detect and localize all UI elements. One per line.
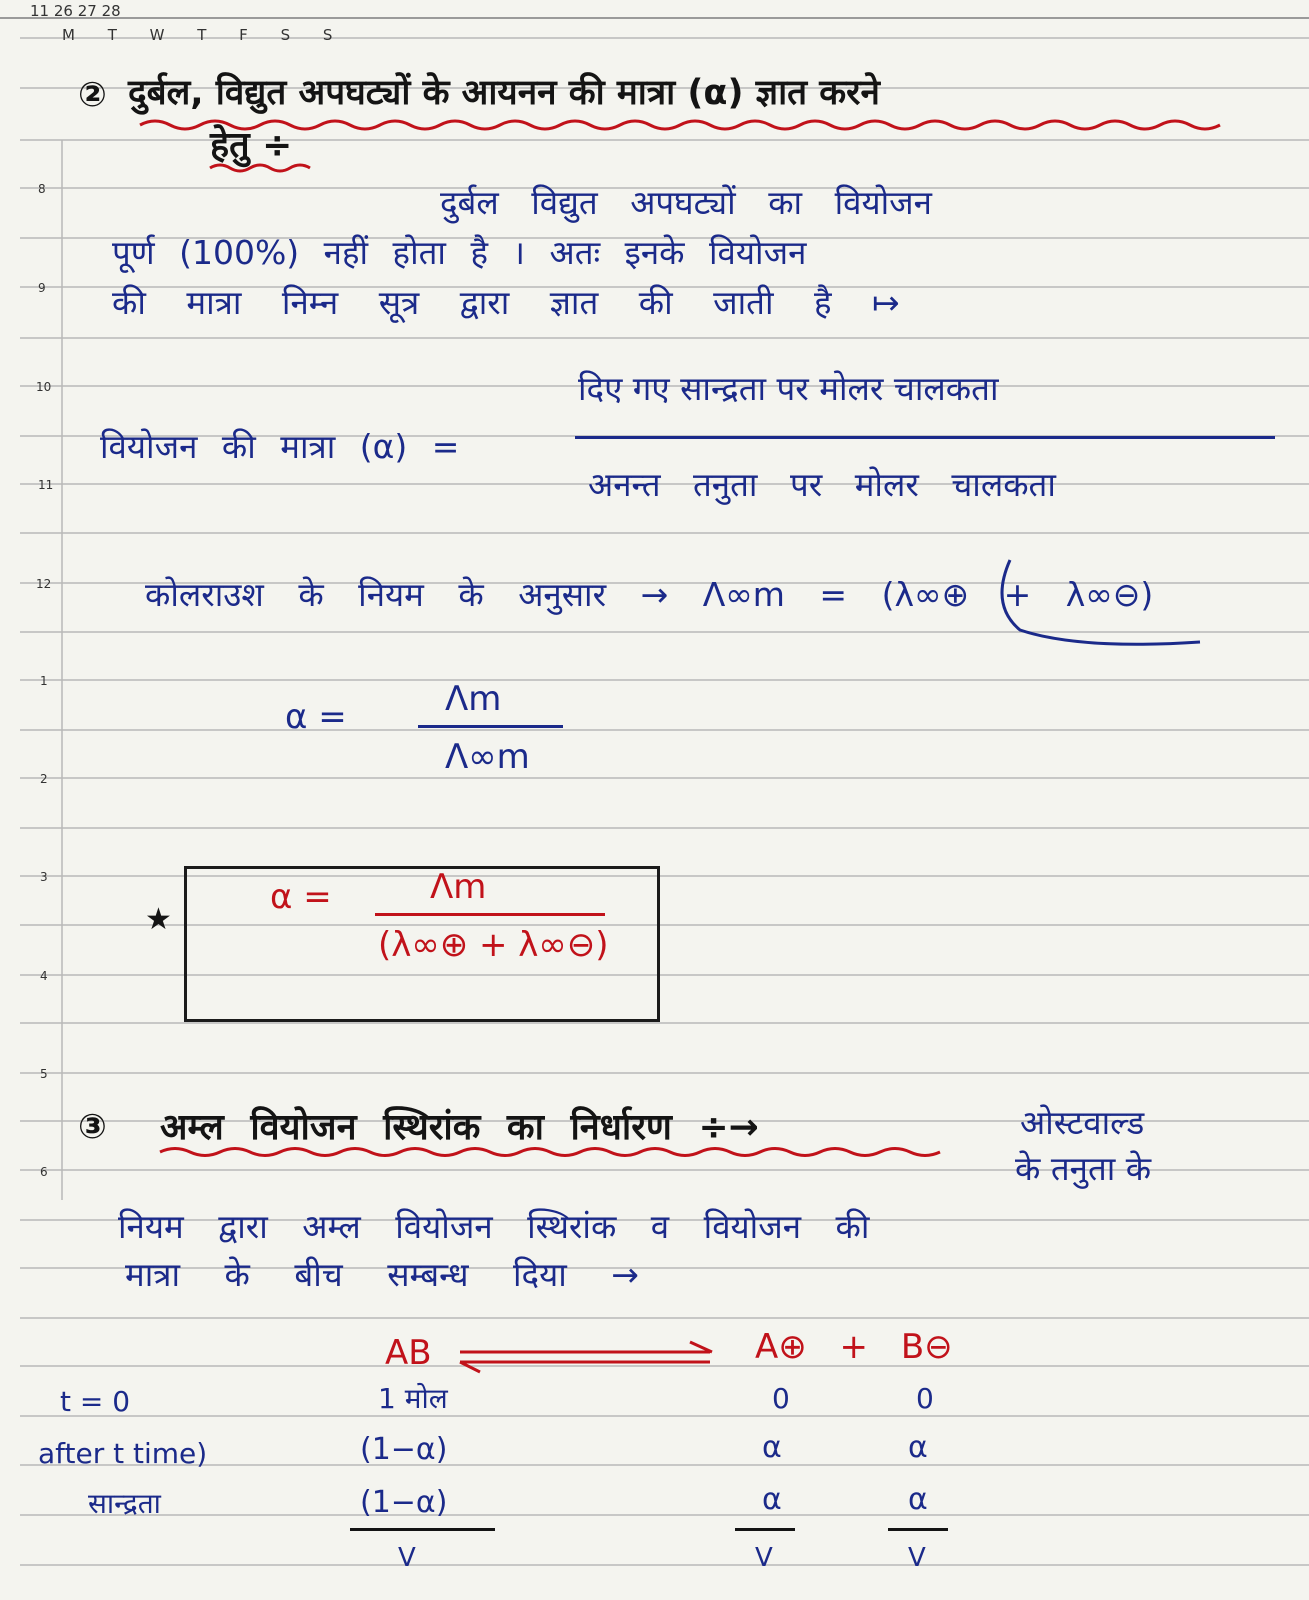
eq2-lhs: α =	[270, 877, 332, 917]
paragraph-line: मात्रा के बीच सम्बन्ध दिया →	[125, 1255, 639, 1294]
paragraph-line: दुर्बल विद्युत अपघट्यों का वियोजन	[440, 183, 932, 222]
header-dates: 11 26 27 28	[30, 2, 121, 20]
section-number: ③	[78, 1107, 107, 1147]
eq1-denominator: Λ∞m	[445, 737, 530, 777]
reactant: AB	[385, 1333, 432, 1373]
section-title-tail: के तनुता के	[1015, 1149, 1152, 1188]
cell-ab: (1−α)	[360, 1432, 448, 1467]
section-number: ②	[78, 75, 107, 115]
section-title: दुर्बल, विद्युत अपघट्यों के आयनन की मात्रा (α) ज्ञात करने	[128, 73, 880, 113]
products: A⊕ + B⊖	[755, 1327, 953, 1367]
cell-a: α	[762, 1482, 782, 1517]
line-number: 4	[40, 969, 48, 983]
alpha-numerator: दिए गए सान्द्रता पर मोलर चालकता	[578, 369, 999, 408]
line-number: 8	[38, 182, 46, 196]
fraction-bar	[735, 1528, 795, 1531]
cell-a: α	[762, 1430, 782, 1465]
denominator-a: V	[755, 1543, 773, 1573]
line-number: 5	[40, 1067, 48, 1081]
eq1-numerator: Λm	[445, 679, 502, 719]
alpha-denominator: अनन्त तनुता पर मोलर चालकता	[588, 465, 1056, 504]
header-weekdays: M T W T F S S	[62, 26, 347, 44]
line-number: 11	[38, 478, 54, 492]
paragraph-line: पूर्ण (100%) नहीं होता है । अतः इनके वियोजन	[112, 233, 807, 272]
eq2-denominator: (λ∞⊕ + λ∞⊖)	[378, 925, 609, 965]
section-title: अम्ल वियोजन स्थिरांक का निर्धारण ÷→	[160, 1107, 759, 1148]
cell-b: 0	[916, 1382, 934, 1415]
fraction-bar	[375, 913, 605, 916]
fraction-bar	[575, 436, 1275, 439]
section-title-tail: ओस्टवाल्ड	[1020, 1103, 1145, 1142]
section-title-cont: हेतु ÷	[210, 125, 293, 166]
line-number: 10	[36, 380, 52, 394]
cell-a: 0	[772, 1382, 790, 1415]
line-number: 3	[40, 870, 48, 884]
kohlrausch-law: कोलराउश के नियम के अनुसार → Λ∞m = (λ∞⊕ + λ∞⊖)	[145, 575, 1154, 614]
fraction-bar	[350, 1528, 495, 1531]
row-label: t = 0	[60, 1385, 131, 1418]
row-label: after t time)	[38, 1437, 208, 1470]
paragraph-line: नियम द्वारा अम्ल वियोजन स्थिरांक व वियोजन की	[118, 1207, 870, 1246]
paragraph-line: की मात्रा निम्न सूत्र द्वारा ज्ञात की जाती है ↦	[112, 283, 900, 322]
line-number: 12	[36, 577, 52, 591]
eq1-lhs: α =	[285, 697, 347, 737]
fraction-bar	[418, 725, 563, 728]
line-number: 1	[40, 674, 48, 688]
line-number: 9	[38, 281, 46, 295]
cell-b: α	[908, 1482, 928, 1517]
eq2-numerator: Λm	[430, 867, 487, 907]
denominator-b: V	[908, 1543, 926, 1573]
cell-ab: (1−α)	[360, 1485, 448, 1520]
star-mark: ★	[145, 902, 172, 937]
line-number: 6	[40, 1165, 48, 1179]
fraction-bar	[888, 1528, 948, 1531]
denominator-ab: V	[398, 1543, 416, 1573]
line-number: 2	[40, 772, 48, 786]
row-label: सान्द्रता	[88, 1487, 161, 1520]
cell-b: α	[908, 1430, 928, 1465]
cell-ab: 1 मोल	[378, 1382, 448, 1415]
alpha-label: वियोजन की मात्रा (α) =	[100, 427, 460, 466]
